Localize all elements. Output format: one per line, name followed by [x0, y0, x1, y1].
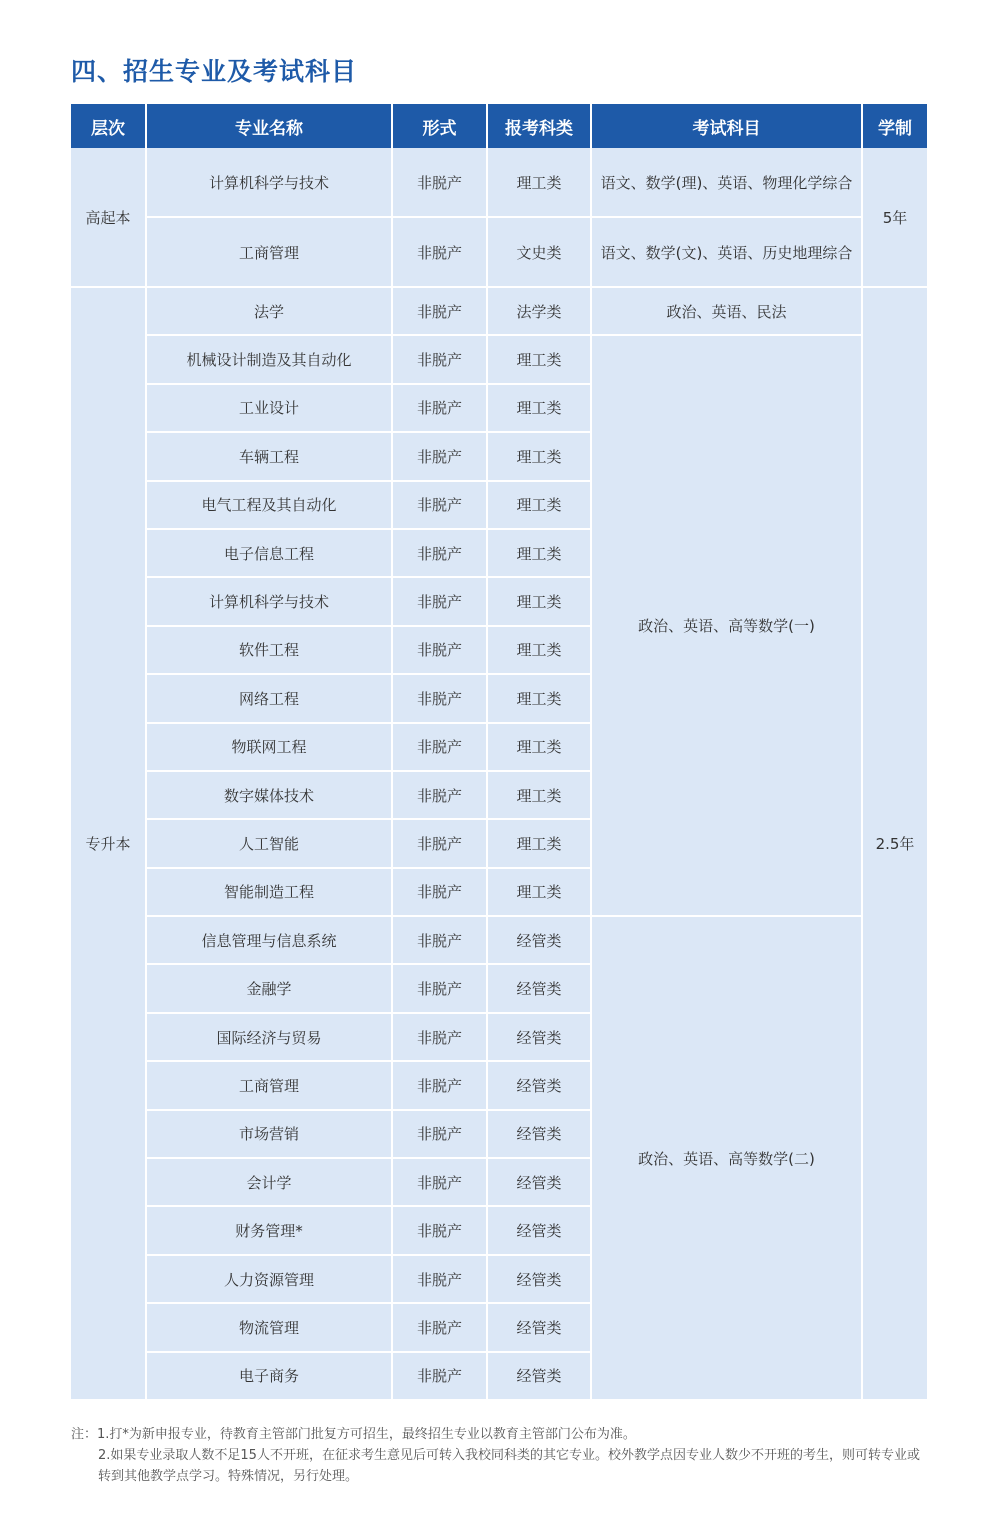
note-line-2	[71, 1445, 931, 1487]
category-cell: 理工类	[487, 626, 591, 674]
header-major: 专业名称	[146, 104, 392, 148]
table-row	[71, 287, 927, 335]
major-cell: 工商管理	[146, 1061, 392, 1109]
major-cell: 电子信息工程	[146, 529, 392, 577]
form-cell: 非脱产	[392, 1061, 487, 1109]
form-cell: 非脱产	[392, 217, 487, 287]
form-cell: 非脱产	[392, 335, 487, 383]
major-cell: 软件工程	[146, 626, 392, 674]
subjects-cell: 语文、数学(文)、英语、历史地理综合	[591, 217, 862, 287]
form-cell: 非脱产	[392, 1303, 487, 1351]
form-cell: 非脱产	[392, 148, 487, 217]
category-cell: 理工类	[487, 577, 591, 625]
category-cell: 经管类	[487, 1061, 591, 1109]
major-cell: 法学	[146, 287, 392, 335]
category-cell: 经管类	[487, 1013, 591, 1061]
form-cell: 非脱产	[392, 432, 487, 480]
category-cell: 理工类	[487, 432, 591, 480]
form-cell: 非脱产	[392, 384, 487, 432]
note-item: 1.打*为新申报专业，待教育主管部门批复方可招生，最终招生专业以教育主管部门公布为准。	[97, 1427, 636, 1442]
category-cell: 理工类	[487, 148, 591, 217]
category-cell: 理工类	[487, 771, 591, 819]
subjects-cell: 政治、英语、高等数学(一)	[591, 335, 862, 916]
category-cell: 经管类	[487, 916, 591, 964]
header-subjects: 考试科目	[591, 104, 862, 148]
enrollment-table	[71, 104, 927, 1401]
major-cell: 人力资源管理	[146, 1255, 392, 1303]
major-cell: 智能制造工程	[146, 868, 392, 916]
subjects-cell: 语文、数学(理)、英语、物理化学综合	[591, 148, 862, 217]
duration-cell: 5年	[862, 148, 927, 287]
form-cell: 非脱产	[392, 819, 487, 867]
form-cell: 非脱产	[392, 626, 487, 674]
form-cell: 非脱产	[392, 481, 487, 529]
category-cell: 文史类	[487, 217, 591, 287]
major-cell: 物联网工程	[146, 723, 392, 771]
notes-label: 注：	[71, 1427, 98, 1442]
notes	[71, 1424, 931, 1487]
form-cell: 非脱产	[392, 1352, 487, 1400]
category-cell: 经管类	[487, 1158, 591, 1206]
form-cell: 非脱产	[392, 674, 487, 722]
form-cell: 非脱产	[392, 1158, 487, 1206]
form-cell: 非脱产	[392, 723, 487, 771]
major-cell: 电气工程及其自动化	[146, 481, 392, 529]
major-cell: 数字媒体技术	[146, 771, 392, 819]
level-cell: 高起本	[71, 148, 146, 287]
header-category: 报考科类	[487, 104, 591, 148]
major-cell: 财务管理*	[146, 1206, 392, 1254]
header-level: 层次	[71, 104, 146, 148]
major-cell: 网络工程	[146, 674, 392, 722]
table-body	[71, 148, 927, 1400]
category-cell: 理工类	[487, 674, 591, 722]
duration-cell: 2.5年	[862, 287, 927, 1400]
category-cell: 经管类	[487, 1206, 591, 1254]
category-cell: 理工类	[487, 868, 591, 916]
subjects-cell: 政治、英语、高等数学(二)	[591, 916, 862, 1400]
note-item: 2.如果专业录取人数不足15人不开班，在征求考生意见后可转入我校同科类的其它专业。校外教学点因专业人数少不开班的考生，则可转专业或转到其他教学点学习。特殊情况，另行处理。	[98, 1448, 920, 1484]
table-row	[71, 335, 927, 383]
major-cell: 市场营销	[146, 1110, 392, 1158]
major-cell: 电子商务	[146, 1352, 392, 1400]
form-cell: 非脱产	[392, 771, 487, 819]
category-cell: 理工类	[487, 384, 591, 432]
section-title: 四、招生专业及考试科目	[71, 57, 358, 86]
major-cell: 工商管理	[146, 217, 392, 287]
category-cell: 经管类	[487, 964, 591, 1012]
major-cell: 机械设计制造及其自动化	[146, 335, 392, 383]
major-cell: 人工智能	[146, 819, 392, 867]
table-row	[71, 148, 927, 217]
major-cell: 计算机科学与技术	[146, 148, 392, 217]
table-row	[71, 916, 927, 964]
category-cell: 理工类	[487, 723, 591, 771]
table-header-row	[71, 104, 927, 148]
form-cell: 非脱产	[392, 964, 487, 1012]
form-cell: 非脱产	[392, 287, 487, 335]
category-cell: 理工类	[487, 335, 591, 383]
table-row	[71, 217, 927, 287]
major-cell: 计算机科学与技术	[146, 577, 392, 625]
form-cell: 非脱产	[392, 1255, 487, 1303]
category-cell: 经管类	[487, 1110, 591, 1158]
subjects-cell: 政治、英语、民法	[591, 287, 862, 335]
note-line-1	[71, 1424, 931, 1445]
header-form: 形式	[392, 104, 487, 148]
form-cell: 非脱产	[392, 1206, 487, 1254]
major-cell: 信息管理与信息系统	[146, 916, 392, 964]
major-cell: 工业设计	[146, 384, 392, 432]
category-cell: 经管类	[487, 1352, 591, 1400]
form-cell: 非脱产	[392, 868, 487, 916]
category-cell: 理工类	[487, 529, 591, 577]
header-duration: 学制	[862, 104, 927, 148]
category-cell: 理工类	[487, 481, 591, 529]
form-cell: 非脱产	[392, 916, 487, 964]
form-cell: 非脱产	[392, 1110, 487, 1158]
form-cell: 非脱产	[392, 577, 487, 625]
category-cell: 经管类	[487, 1303, 591, 1351]
form-cell: 非脱产	[392, 1013, 487, 1061]
major-cell: 物流管理	[146, 1303, 392, 1351]
major-cell: 金融学	[146, 964, 392, 1012]
category-cell: 法学类	[487, 287, 591, 335]
category-cell: 经管类	[487, 1255, 591, 1303]
category-cell: 理工类	[487, 819, 591, 867]
major-cell: 会计学	[146, 1158, 392, 1206]
level-cell: 专升本	[71, 287, 146, 1400]
major-cell: 国际经济与贸易	[146, 1013, 392, 1061]
major-cell: 车辆工程	[146, 432, 392, 480]
form-cell: 非脱产	[392, 529, 487, 577]
